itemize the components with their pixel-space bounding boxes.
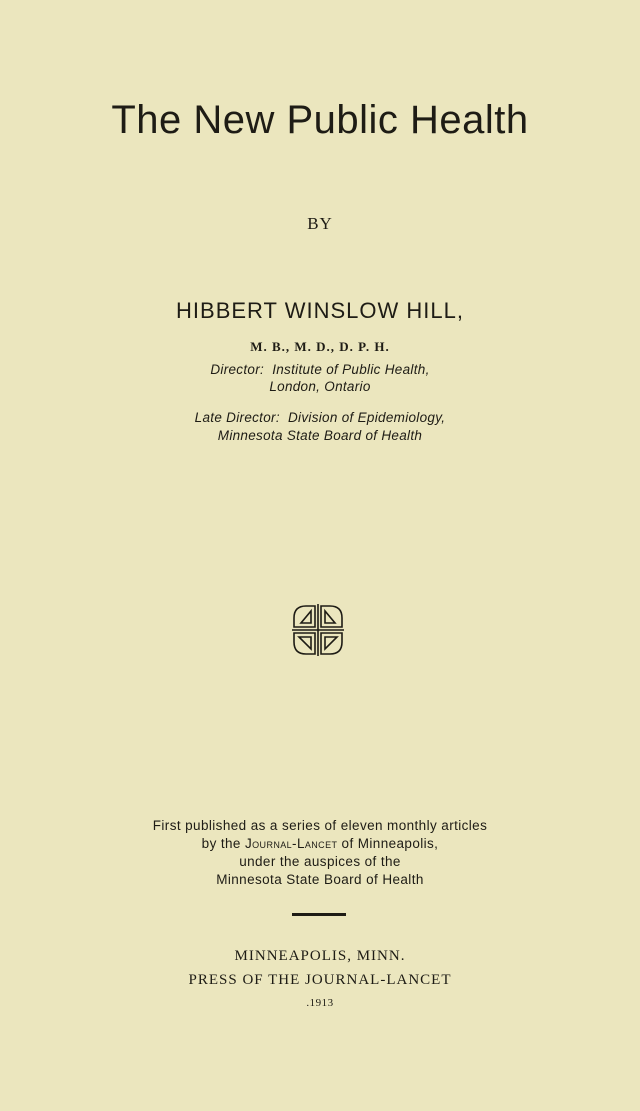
current-position-location: London, Ontario: [269, 379, 371, 394]
current-position-institute: Institute of Public Health,: [272, 362, 430, 377]
book-title: The New Public Health: [111, 98, 529, 142]
publication-note-line4: Minnesota State Board of Health: [216, 872, 424, 887]
current-position-line1: [0, 362, 640, 377]
imprint-year: .1913: [306, 997, 334, 1009]
former-position-line1: [0, 410, 640, 425]
divider-rule: [292, 913, 346, 916]
publisher-device-icon: [290, 602, 346, 658]
former-position-board: Minnesota State Board of Health: [217, 428, 423, 443]
author-name: HIBBERT WINSLOW HILL,: [176, 298, 464, 323]
current-position-prefix: Director:: [210, 362, 265, 377]
imprint-press: PRESS OF THE JOURNAL-LANCET: [188, 972, 452, 988]
by-label: BY: [307, 214, 333, 233]
publication-note-by: by the: [201, 836, 241, 851]
publication-note-line3: under the auspices of the: [239, 854, 401, 869]
publication-note-line2: [0, 836, 640, 851]
former-position-prefix: Late Director:: [194, 410, 280, 425]
imprint-place: MINNEAPOLIS, MINN.: [234, 948, 406, 964]
author-degrees: M. B., M. D., D. P. H.: [250, 339, 390, 354]
publication-note-line1: First published as a series of eleven monthly articles: [152, 818, 488, 833]
former-position-division: Division of Epidemiology,: [288, 410, 446, 425]
publication-note-of: of Minneapolis,: [341, 836, 439, 851]
journal-name: Journal-Lancet: [245, 836, 338, 851]
